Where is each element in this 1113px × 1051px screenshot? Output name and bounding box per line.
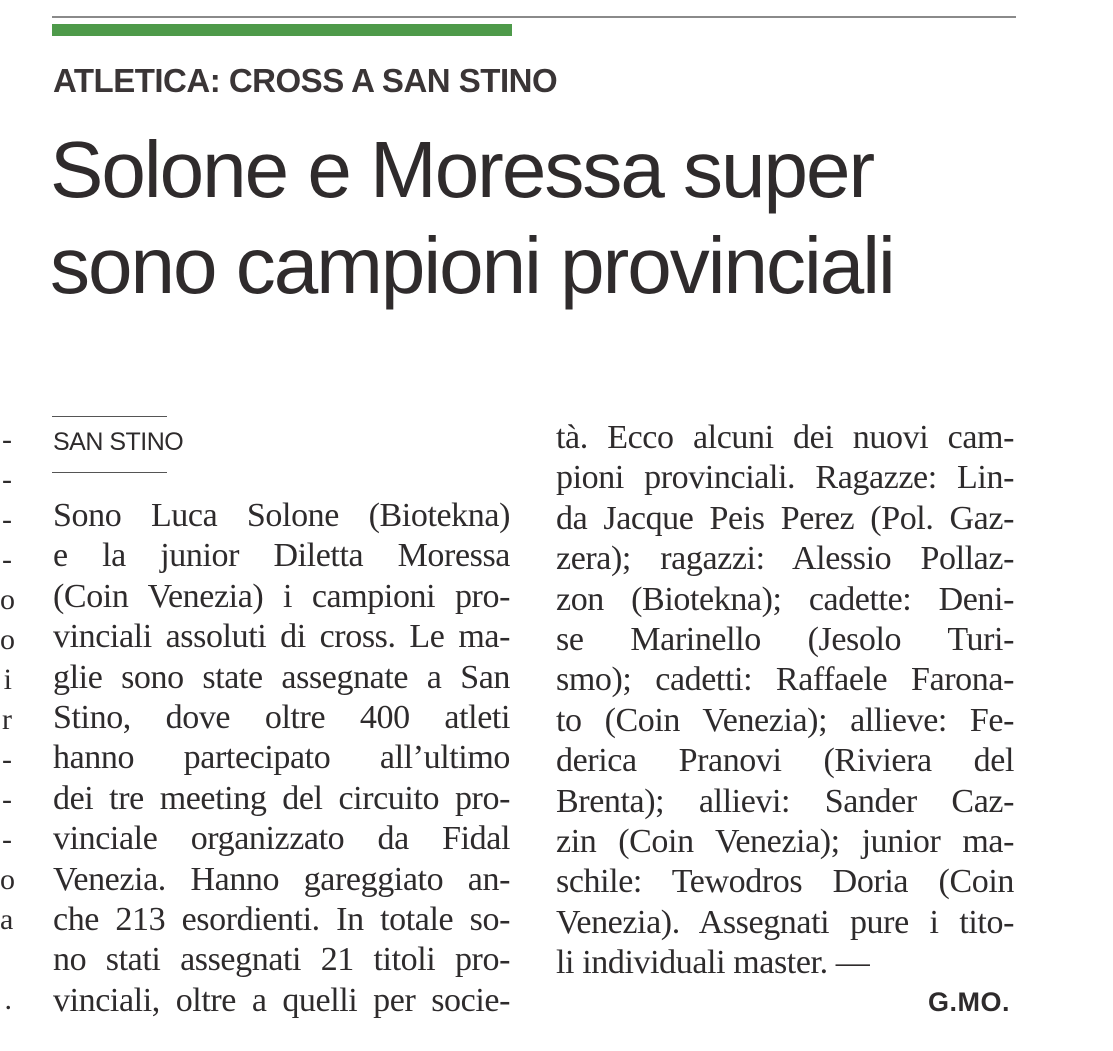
body-line: (Coin Venezia) i campioni pro- xyxy=(53,577,510,615)
body-line: tà. Ecco alcuni dei nuovi cam- xyxy=(556,419,1014,456)
body-line: e la junior Diletta Moressa xyxy=(53,537,510,575)
fragment: - xyxy=(2,743,12,776)
headline xyxy=(50,122,894,314)
dateline: SAN STINO xyxy=(53,428,184,456)
section-accent-bar xyxy=(52,24,512,36)
body-line: zera); ragazzi: Alessio Pollaz- xyxy=(556,540,1014,578)
body-line: hanno partecipato all’ultimo xyxy=(53,739,510,777)
top-rule xyxy=(52,16,1016,18)
fragment: a xyxy=(0,903,14,936)
fragment: . xyxy=(4,983,12,1016)
headline-line: Solone e Moressa super xyxy=(50,125,874,214)
fragment: i xyxy=(3,663,12,696)
adjacent-column-fragments xyxy=(0,420,15,1020)
fragment: o xyxy=(0,863,15,896)
body-line: vinciale organizzato da Fidal xyxy=(53,820,510,858)
body-column-right xyxy=(556,418,1014,983)
body-line: derica Pranovi (Riviera del xyxy=(556,742,1014,780)
fragment: - xyxy=(2,823,12,856)
fragment: - xyxy=(2,423,12,456)
body-line: to (Coin Venezia); allieve: Fe- xyxy=(556,701,1014,739)
kicker: ATLETICA: CROSS A SAN STINO xyxy=(53,62,558,99)
body-line: vinciali assoluti di cross. Le ma- xyxy=(53,618,510,656)
body-line: smo); cadetti: Raffaele Farona- xyxy=(556,661,1014,699)
fragment: o xyxy=(0,623,15,656)
body-line: zon (Biotekna); cadette: Deni- xyxy=(556,580,1014,618)
body-line: se Marinello (Jesolo Turi- xyxy=(556,620,1014,658)
fragment: r xyxy=(2,703,12,736)
body-line: glie sono state assegnate a San xyxy=(53,658,510,696)
fragment xyxy=(0,940,12,980)
headline-line: sono campioni provinciali xyxy=(50,221,894,310)
body-line: dei tre meeting del circuito pro- xyxy=(53,779,510,817)
body-line: schile: Tewodros Doria (Coin xyxy=(556,863,1014,901)
dateline-rule-top xyxy=(52,416,167,417)
body-column-left xyxy=(53,496,510,1021)
fragment: o xyxy=(0,583,15,616)
body-line: vinciali, oltre a quelli per socie- xyxy=(53,981,510,1019)
body-line: che 213 esordienti. In totale so- xyxy=(53,900,510,938)
body-line: Stino, dove oltre 400 atleti xyxy=(53,698,510,736)
body-line: Venezia). Assegnati pure i tito- xyxy=(556,903,1014,941)
author-signature: G.MO. xyxy=(928,987,1010,1017)
body-line: li individuali master. — xyxy=(556,944,870,982)
body-line: Sono Luca Solone (Biotekna) xyxy=(53,497,510,534)
fragment: - xyxy=(2,543,12,576)
fragment: - xyxy=(2,783,12,816)
body-line: Venezia. Hanno gareggiato an- xyxy=(53,860,510,898)
body-line: pioni provinciali. Ragazze: Lin- xyxy=(556,459,1014,497)
body-line: no stati assegnati 21 titoli pro- xyxy=(53,941,510,979)
body-line: Brenta); allievi: Sander Caz- xyxy=(556,782,1014,820)
dateline-rule-bottom xyxy=(52,472,167,473)
body-line: zin (Coin Venezia); junior ma- xyxy=(556,822,1014,860)
fragment: - xyxy=(2,463,12,496)
fragment: - xyxy=(2,503,12,536)
body-line: da Jacque Peis Perez (Pol. Gaz- xyxy=(556,499,1014,537)
